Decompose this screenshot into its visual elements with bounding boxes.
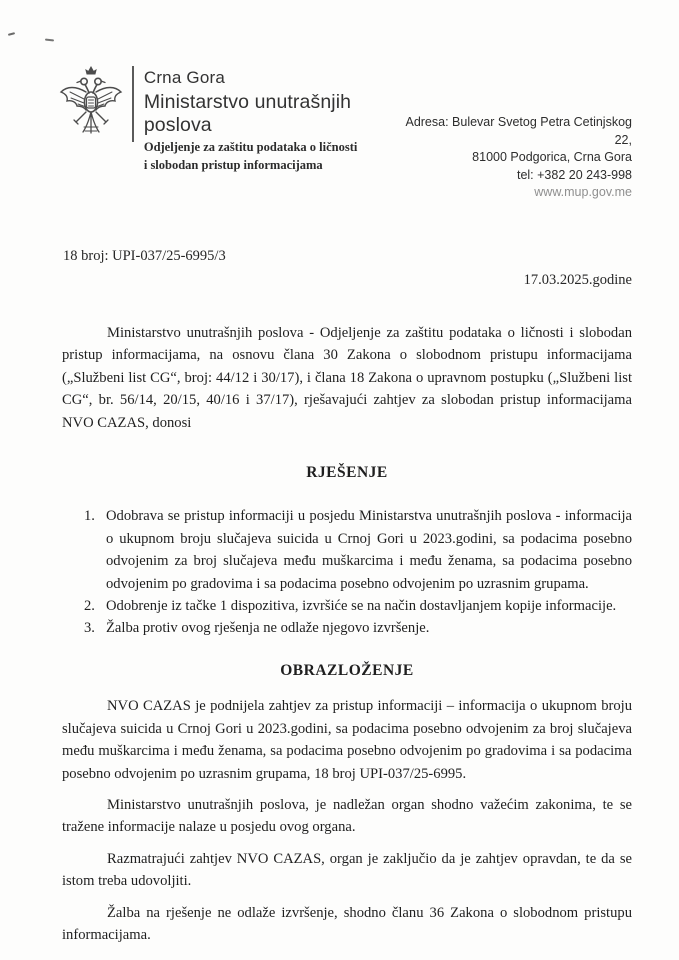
decision-item [62,595,632,617]
letterhead [58,66,632,202]
montenegro-coat-of-arms-icon [58,66,124,142]
intro-paragraph: Ministarstvo unutrašnjih poslova - Odjeljenje za zaštitu podataka o ličnosti i slobodan pristup informacijama, na osnovu člana 30 Zakona o slobodnom pristupu informacijama („Službeni list CG“, broj: 44/12 i 30/17), i člana 18 Zakona o upravnom postupku („Službeni list CG“, br. 56/14, 20/15, 40/16 i 37/17), rješavajući zahtjev za slobodan pristup informacijama NVO CAZAS, donosi [62,325,632,431]
decision-item-text: Žalba protiv ovog rješenja ne odlaže njegovo izvršenje. [106,620,430,637]
department-name-line2: i slobodan pristup informacijama [143,157,323,172]
country-name: Crna Gora [143,68,226,87]
letterhead-divider [132,66,134,142]
decision-item [62,505,632,595]
document-date: 17.03.2025.godine [523,272,632,288]
decision-heading: RJEŠENJE [306,464,388,482]
reference-number: 18 broj: UPI-037/25-6995/3 [63,248,226,264]
address-line2: 81000 Podgorica, Crna Gora [472,150,632,164]
organization-block [144,66,403,202]
decision-item-number: 3. [84,620,95,637]
scan-artifact-mark [45,39,54,42]
address-line1: Adresa: Bulevar Svetog Petra Cetinjskog 22, [405,115,632,147]
department-name-line1: Odjeljenje za zaštitu podataka o ličnosti [143,140,358,154]
website-url: www.mup.gov.me [534,185,632,199]
scan-artifact-mark [8,32,15,36]
ministry-name: Ministarstvo unutrašnjih poslova [143,91,352,136]
explanation-heading: OBRAZLOŽENJE [280,661,414,679]
address-block [403,66,632,202]
decision-item-text: Odobrenje iz tačke 1 dispozitiva, izvršiće se na način dostavljanjem kopije informacije. [106,598,617,615]
explanation-paragraph: Žalba na rješenje ne odlaže izvršenje, shodno članu 36 Zakona o slobodnom pristupu informacijama. [62,904,632,943]
decision-item [62,617,632,639]
explanation-paragraph: Ministarstvo unutrašnjih poslova, je nadležan organ shodno važećim zakonima, te se tražene informacije nalaze u posjedu ovog organa. [62,796,632,836]
document-body [62,322,632,946]
decision-list [62,505,632,639]
decision-item-number: 2. [84,598,95,615]
decision-item-number: 1. [84,508,95,525]
explanation-paragraph: NVO CAZAS je podnijela zahtjev za pristup informaciji – informacija o ukupnom broju slučajeva suicida u Crnoj Gori u 2023.godini, sa podacima posebno odvojenim za broj slučajeva među muškarcima i među ženama, sa podacima posebno odvojenim po gradovima i sa podacima posebno odvojenim po uzrasnim grupama, 18 broj UPI-037/25-6995. [62,698,632,782]
address-phone: tel: +382 20 243-998 [516,167,632,182]
explanation-paragraph: Razmatrajući zahtjev NVO CAZAS, organ je zaključio da je zahtjev opravdan, te da se istom treba udovoljiti. [62,850,632,890]
decision-item-text: Odobrava se pristup informaciji u posjedu Ministarstva unutrašnjih poslova - informacija o ukupnom broju slučajeva suicida u Crnoj Gori u 2023.godini, sa podacima posebno odvojenim za broj slučajeva među muškarcima i među ženama, sa podacima posebno odvojenim po gradovima i sa podacima posebno odvojenim po uzrasnim grupama. [106,508,632,592]
